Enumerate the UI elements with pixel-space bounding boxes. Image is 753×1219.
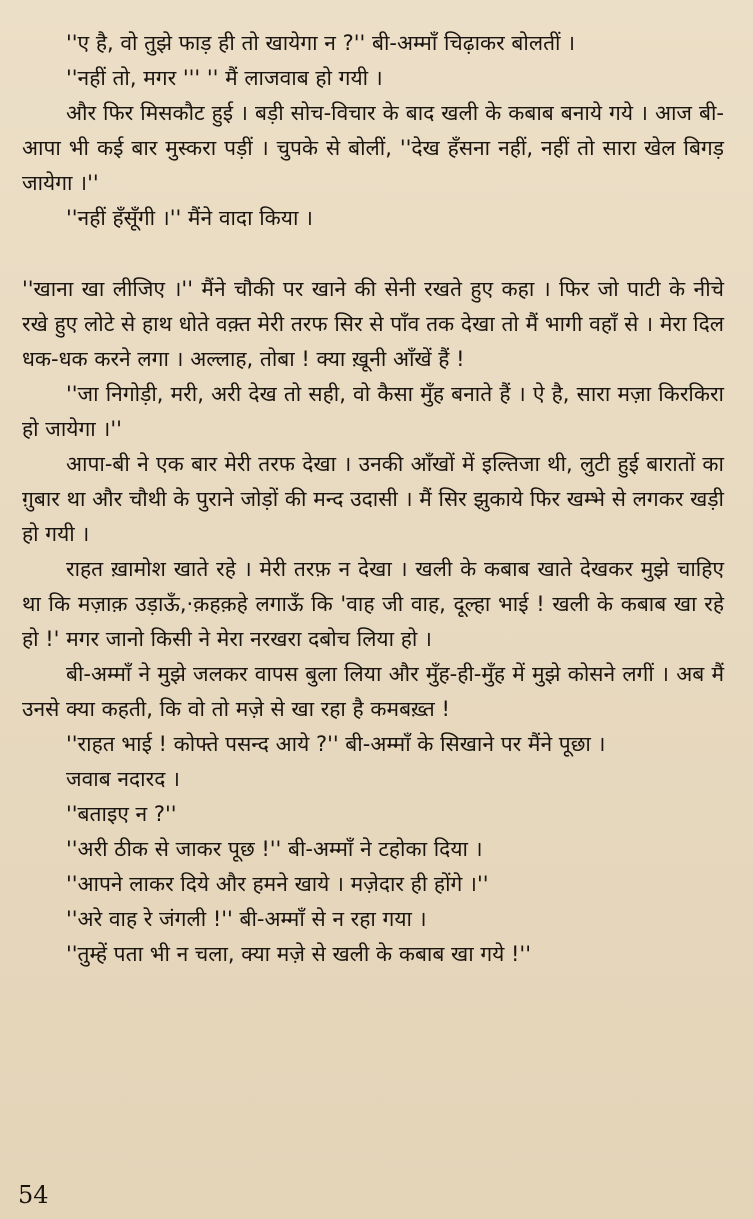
paragraph: ''बताइए न ?'' — [66, 802, 177, 826]
paragraph: ''तुम्हें पता भी न चला, क्या मज़े से खली के कबाब खा गये !'' — [66, 942, 531, 966]
paragraph: ''जा निगोड़ी, मरी, अरी देख तो सही, वो कैसा मुँह बनाते हैं । ऐ है, सारा मज़ा किरकिरा हो जायेगा ।'' — [22, 382, 724, 441]
paragraph: ''ए है, वो तुझे फाड़ ही तो खायेगा न ?'' बी-अम्माँ चिढ़ाकर बोलतीं । — [66, 31, 576, 55]
paragraph: ''नहीं तो, मगर ''' '' मैं लाजवाब हो गयी । — [66, 66, 383, 90]
paragraph: ''आपने लाकर दिये और हमने खाये । मज़ेदार ही होंगे ।'' — [66, 872, 489, 896]
section-break — [22, 236, 724, 272]
paragraph: ''अरी ठीक से जाकर पूछ !'' बी-अम्माँ ने टहोका दिया । — [66, 837, 483, 861]
paragraph: ''राहत भाई ! कोफ्ते पसन्द आये ?'' बी-अम्माँ के सिखाने पर मैंने पूछा । — [66, 732, 606, 756]
page-number: 54 — [18, 1181, 49, 1209]
paragraph: जवाब नदारद । — [66, 767, 180, 791]
paragraph: आपा-बी ने एक बार मेरी तरफ देखा । उनकी आँखों में इल्तिजा थी, लुटी हुई बारातों का ग़ुबार था और चौथी के पुराने जोड़ों की मन्द उदासी । मैं सिर झुकाये फिर खम्भे से लगकर खड़ी हो गयी । — [22, 452, 724, 546]
paragraph: ''नहीं हँसूँगी ।'' मैंने वादा किया । — [66, 206, 314, 230]
paragraph: बी-अम्माँ ने मुझे जलकर वापस बुला लिया और मुँह-ही-मुँह में मुझे कोसने लगीं । अब मैं उनसे क्या कहती, कि वो तो मज़े से खा रहा है कमबख़्त ! — [22, 662, 724, 721]
paragraph: और फिर मिसकौट हुई । बड़ी सोच-विचार के बाद खली के कबाब बनाये गये । आज बी-आपा भी कई बार मुस्करा पड़ीं । चुपके से बोलीं, ''देख हँसना नहीं, नहीं तो सारा खेल बिगड़ जायेगा ।'' — [22, 101, 724, 195]
paragraph: ''अरे वाह रे जंगली !'' बी-अम्माँ से न रहा गया । — [66, 907, 427, 931]
paragraph: राहत ख़ामोश खाते रहे । मेरी तरफ़ न देखा । खली के कबाब खाते देखकर मुझे चाहिए था कि मज़ाक़ उड़ाऊँ,·क़हक़हे लगाऊँ कि 'वाह जी वाह, दूल्हा भाई ! खली के कबाब खा रहे हो !' मगर जानो किसी ने मेरा नरखरा दबोच लिया हो । — [22, 557, 724, 651]
body-text — [22, 26, 724, 972]
paragraph: ''खाना खा लीजिए ।'' मैंने चौकी पर खाने की सेनी रखते हुए कहा । फिर जो पाटी के नीचे रखे हुए लोटे से हाथ धोते वक़्त मेरी तरफ सिर से पाँव तक देखा तो मैं भागी वहाँ से । मेरा दिल धक-धक करने लगा । अल्लाह, तोबा ! क्या ख़ूनी आँखें हैं ! — [22, 277, 724, 371]
